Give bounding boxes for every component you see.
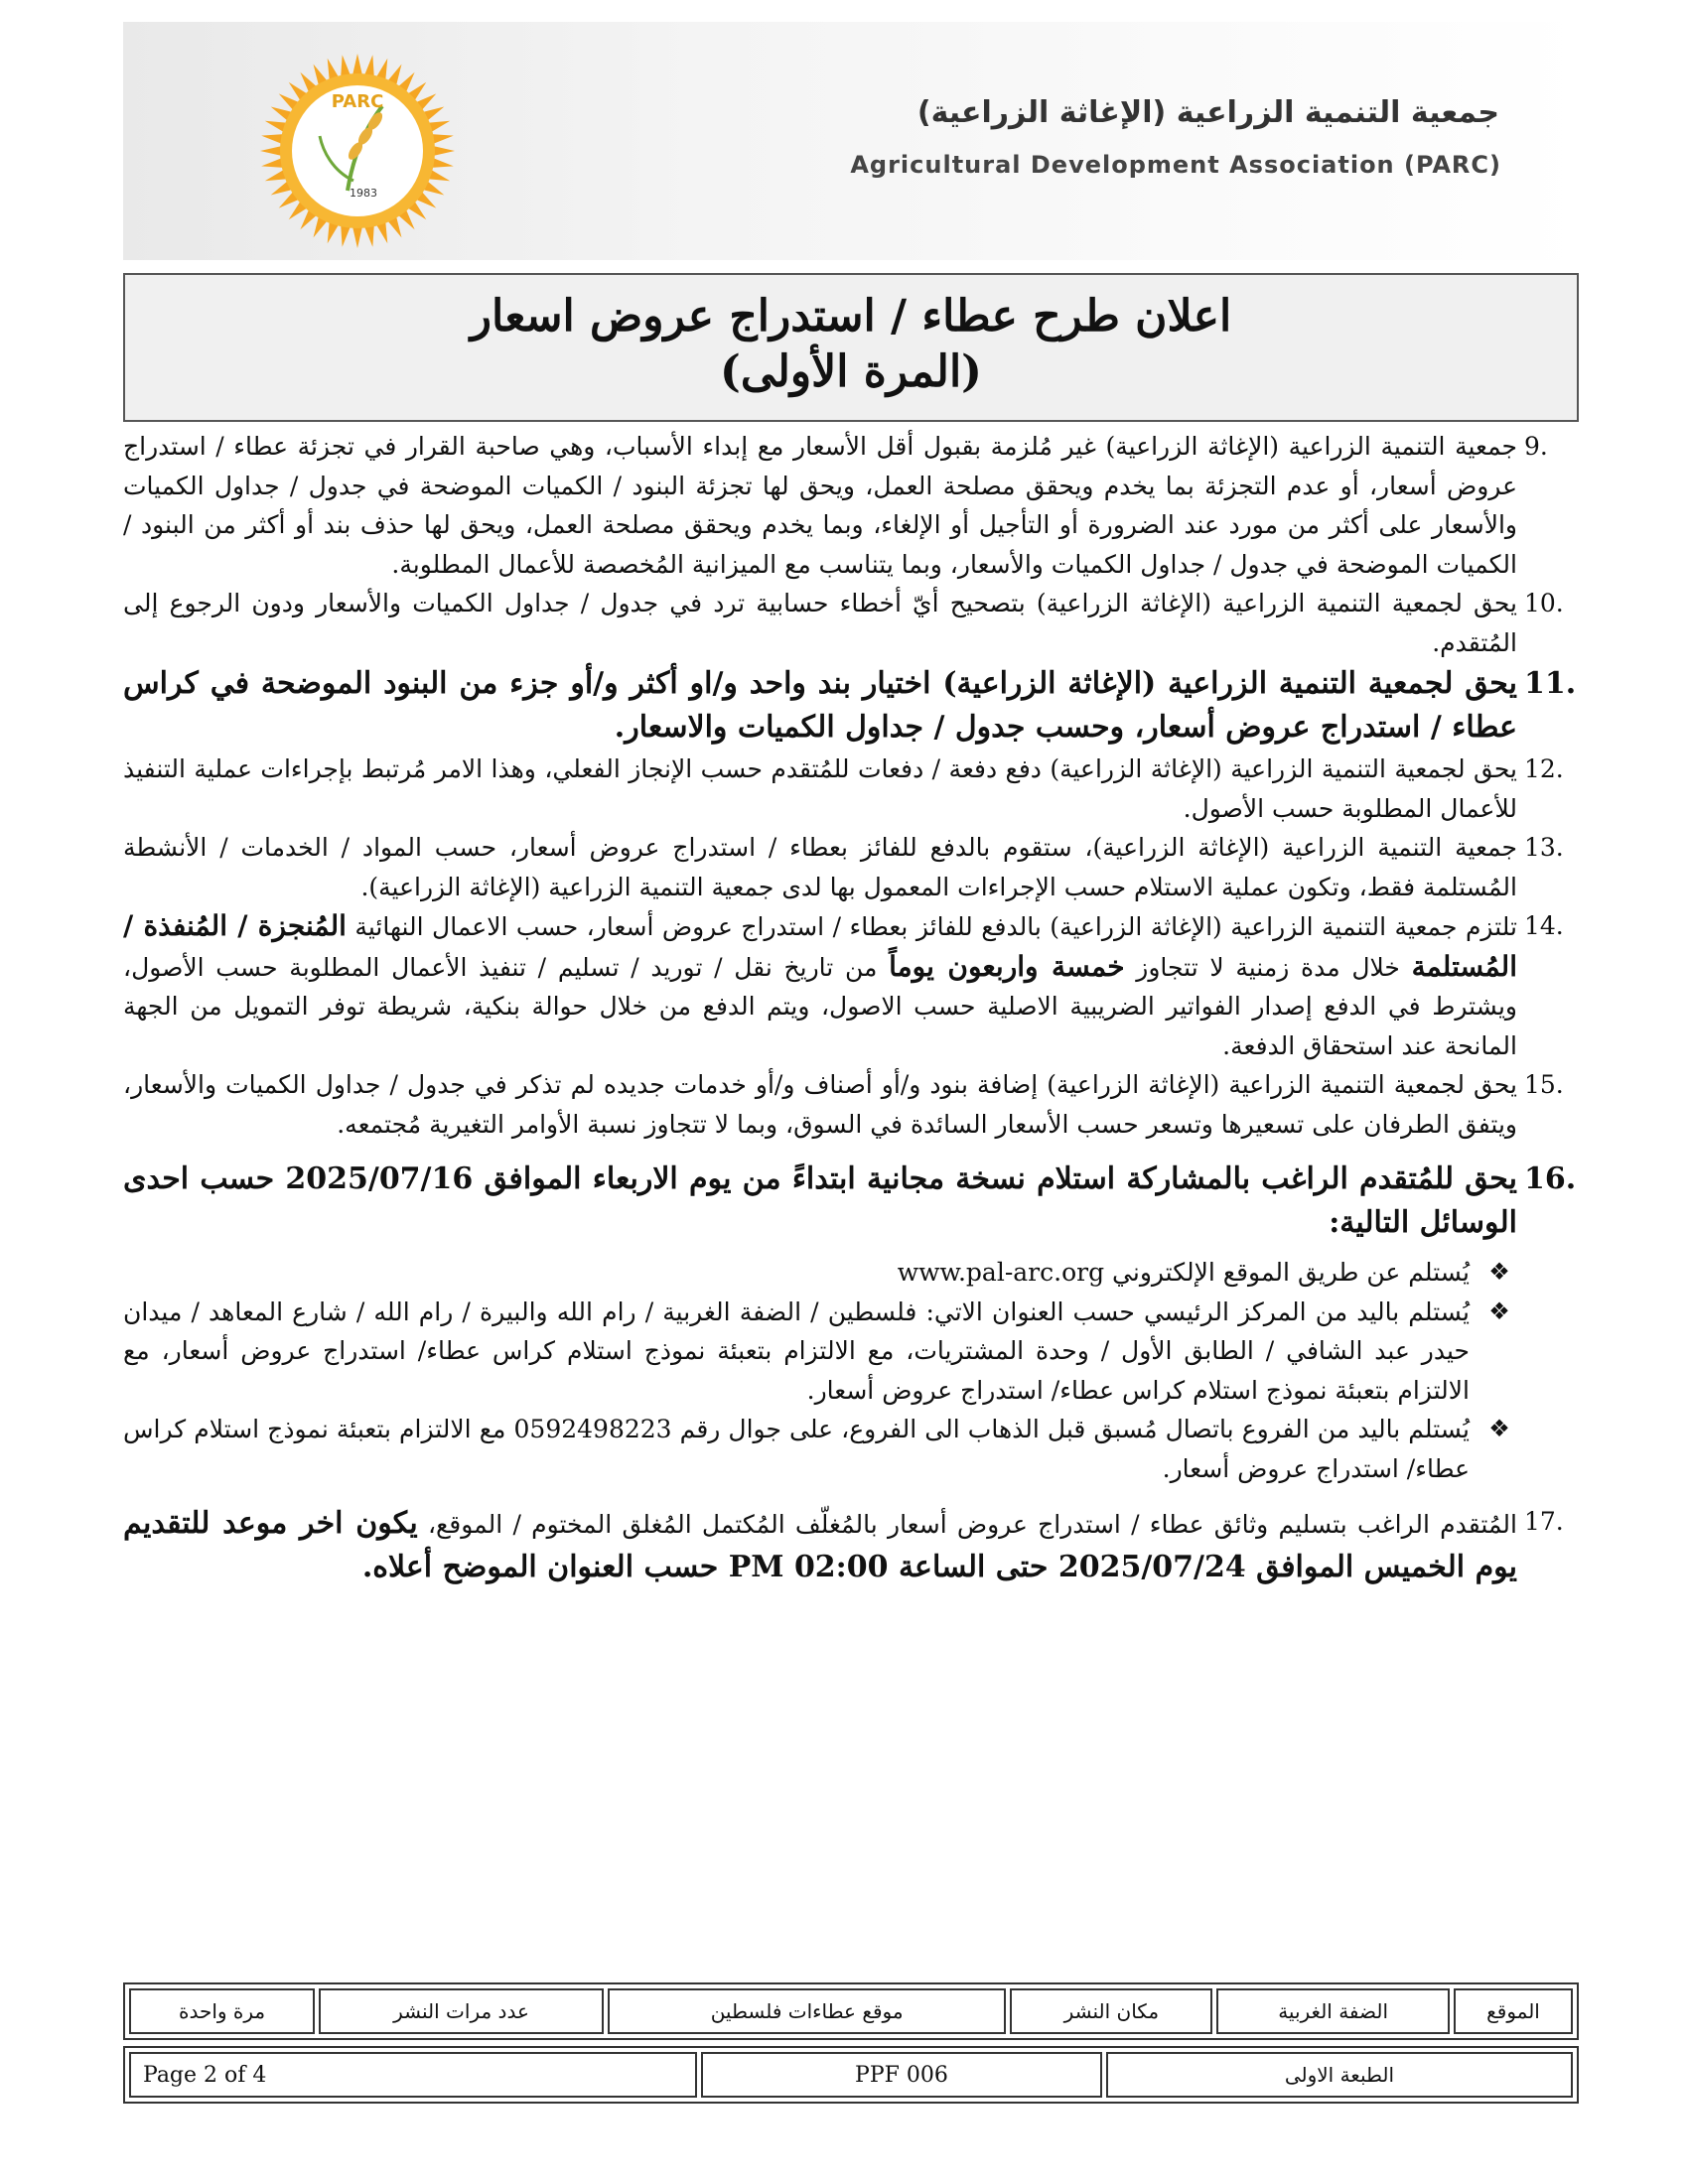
page-number-cell: Page 2 of 4 xyxy=(129,2052,697,2098)
term-number: 17. xyxy=(1524,1507,1564,1536)
logo-year: 1983 xyxy=(350,187,377,200)
term-text: جمعية التنمية الزراعية (الإغاثة الزراعية)، ستقوم بالدفع للفائز بعطاء / استدراج عروض أسعار، حسب المواد / الخدمات / الأنشطة المُستلمة فقط، وتكون عملية الاستلام حسب الإجراءات المعمول بها لدى جمعية التنمية الزراعية (الإغاثة الزراعية). xyxy=(123,833,1517,901)
sun-ray xyxy=(433,146,455,156)
term-text-a: تلتزم جمعية التنمية الزراعية (الإغاثة الزراعية) بالدفع للفائز بعطاء / استدراج عروض أسعار، حسب الاعمال النهائية xyxy=(354,912,1517,941)
sun-ray xyxy=(338,224,351,247)
footer-cell: الموقع xyxy=(1454,1988,1573,2034)
term-item-12 xyxy=(123,750,1579,828)
term-text: المُتقدم الراغب بتسليم وثائق عطاء / استدراج عروض أسعار بالمُغلّف المُكتمل المُغلق المختوم / الموقع، xyxy=(427,1510,1517,1539)
footer-cell: عدد مرات النشر xyxy=(319,1988,604,2034)
term-item-17 xyxy=(123,1502,1579,1589)
term-item-14 xyxy=(123,906,1579,1065)
title-line-2: (المرة الأولى) xyxy=(720,346,982,397)
title-line-1: اعلان طرح عطاء / استدراج عروض اسعار xyxy=(470,291,1232,341)
term-number: 16. xyxy=(1524,1161,1577,1196)
receipt-method-text: يُستلم عن طريق الموقع الإلكتروني www.pal-arc.org xyxy=(897,1258,1470,1287)
term-item-16 xyxy=(123,1158,1579,1245)
term-text-c: من تاريخ نقل / توريد / تسليم / تنفيذ الأعمال المطلوبة حسب الأصول، ويشترط في الدفع إصدار الفواتير الضريبية الاصلية حسب الاصول، ويتم الدفع من خلال حوالة بنكية، شريطة توفر التمويل من الجهة المانحة عند استحقاق الدفعة. xyxy=(123,952,1517,1060)
sun-ray xyxy=(431,158,454,171)
sun-ray xyxy=(352,54,362,75)
terms-list xyxy=(123,427,1579,1589)
term-number: 9. xyxy=(1524,432,1548,461)
org-name-en: Agricultural Development Association (PARC) xyxy=(850,151,1501,179)
term-item-15 xyxy=(123,1065,1579,1144)
sun-ray xyxy=(364,54,377,76)
term-text: يحق لجمعية التنمية الزراعية (الإغاثة الزراعية) اختيار بند واحد و/او أكثر و/أو جزء من البنود الموضحة في كراس عطاء / استدراج عروض أسعار، وحسب جدول / جداول الكميات والاسعار. xyxy=(123,666,1517,745)
term-bold-b: خمسة واربعون يوماً xyxy=(889,949,1125,983)
footer-cell: مكان النشر xyxy=(1010,1988,1212,2034)
term-item-11 xyxy=(123,662,1579,750)
receipt-method-item xyxy=(123,1410,1517,1488)
receipt-method-item xyxy=(123,1253,1517,1293)
sun-ray xyxy=(431,131,454,144)
publication-info-table xyxy=(123,1982,1579,2040)
footer-cell: مرة واحدة xyxy=(129,1988,315,2034)
sun-ray xyxy=(260,158,283,171)
term-number: 14. xyxy=(1524,911,1564,940)
receipt-method-text: يُستلم باليد من الفروع باتصال مُسبق قبل الذهاب الى الفروع، على جوال رقم 0592498223 مع الالتزام بتعبئة نموذج استلام كراس عطاء/ استدراج عروض أسعار. xyxy=(123,1415,1470,1483)
term-text: جمعية التنمية الزراعية (الإغاثة الزراعية) غير مُلزمة بقبول أقل الأسعار مع إبداء الأسباب، وهي صاحبة القرار في تجزئة عطاء / استدراج عروض أسعار، أو عدم التجزئة بما يخدم ويحقق مصلحة العمل، ويحق لها تجزئة البنود / الكميات الموضحة في جدول / جداول الكميات والأسعار على أكثر من مورد عند الضرورة أو التأجيل أو الإلغاء، وبما يخدم ويحقق مصلحة العمل، ويحق لها حذف بند أو أكثر من البنود / الكميات الموضحة في جدول / جداول الكميات والأسعار، وبما يتناسب مع الميزانية المُخصصة للأعمال المطلوبة. xyxy=(123,432,1517,579)
term-text: يحق لجمعية التنمية الزراعية (الإغاثة الزراعية) إضافة بنود و/أو أصناف و/أو خدمات جديده لم تذكر في جدول / جداول الكميات والأسعار، ويتفق الطرفان على تسعيرها وتسعر حسب الأسعار السائدة في السوق، وبما لا تتجاوز نسبة الأوامر التغيرية مُجتمعه. xyxy=(123,1070,1517,1139)
deadline-text: يكون اخر موعد للتقديم يوم الخميس الموافق 2025/07/24 حتى الساعة 02:00 PM حسب العنوان الموضح أعلاه. xyxy=(123,1506,1517,1584)
term-text: يحق لجمعية التنمية الزراعية (الإغاثة الزراعية) بتصحيح أيّ أخطاء حسابية ترد في جدول / جداول الكميات والأسعار ودون الرجوع إلى المُتقدم. xyxy=(123,589,1517,657)
receipt-methods-list xyxy=(123,1253,1579,1488)
term-text-b: خلال مدة زمنية لا تتجاوز xyxy=(1136,952,1400,982)
diamond-bullet-icon: ❖ xyxy=(1488,1297,1510,1325)
sun-ray xyxy=(338,54,351,76)
document-control-table xyxy=(123,2046,1579,2104)
form-code-cell: PPF 006 xyxy=(701,2052,1102,2098)
term-bold-a: المُنجزة / المُنفذة / المُستلمة xyxy=(123,909,1517,983)
term-number: 10. xyxy=(1524,589,1564,617)
edition-cell: الطبعة الاولى xyxy=(1106,2052,1573,2098)
logo-text: PARC xyxy=(331,91,384,112)
org-name-ar: جمعية التنمية الزراعية (الإغاثة الزراعية) xyxy=(916,95,1499,130)
sun-ray xyxy=(260,131,283,144)
term-text: يحق للمُتقدم الراغب بالمشاركة استلام نسخة مجانية ابتداءً من يوم الاربعاء الموافق 2025/07/16 حسب احدى الوسائل التالية: xyxy=(123,1161,1517,1240)
diamond-bullet-icon: ❖ xyxy=(1488,1258,1510,1286)
sun-ray xyxy=(352,226,362,248)
term-number: 13. xyxy=(1524,833,1564,862)
footer-cell: موقع عطاءات فلسطين xyxy=(608,1988,1007,2034)
term-text: يحق لجمعية التنمية الزراعية (الإغاثة الزراعية) دفع دفعة / دفعات للمُتقدم حسب الإنجاز الفعلي، وهذا الامر مُرتبط بإجراءات عملية التنفيذ للأعمال المطلوبة حسب الأصول. xyxy=(123,754,1517,823)
announcement-title-box xyxy=(123,273,1579,422)
term-number: 11. xyxy=(1524,666,1577,701)
sun-ray xyxy=(260,146,282,156)
sun-ray xyxy=(364,224,377,247)
term-item-13 xyxy=(123,828,1579,906)
parc-logo xyxy=(204,52,511,250)
term-number: 12. xyxy=(1524,754,1564,783)
term-item-10 xyxy=(123,584,1579,662)
term-item-9 xyxy=(123,427,1579,584)
document-footer xyxy=(123,1982,1579,2104)
diamond-bullet-icon: ❖ xyxy=(1488,1415,1510,1442)
footer-cell: الضفة الغربية xyxy=(1216,1988,1450,2034)
term-number: 15. xyxy=(1524,1070,1564,1099)
receipt-method-item xyxy=(123,1293,1517,1411)
receipt-method-text: يُستلم باليد من المركز الرئيسي حسب العنوان الاتي: فلسطين / الضفة الغربية / رام الله والبيرة / رام الله / شارع المعاهد / ميدان حيدر عبد الشافي / الطابق الأول / وحدة المشتريات، مع الالتزام بتعبئة نموذج استلام كراس عطاء/ استدراج عروض أسعار، مع الالتزام بتعبئة نموذج استلام كراس عطاء/ استدراج عروض أسعار. xyxy=(123,1297,1470,1405)
